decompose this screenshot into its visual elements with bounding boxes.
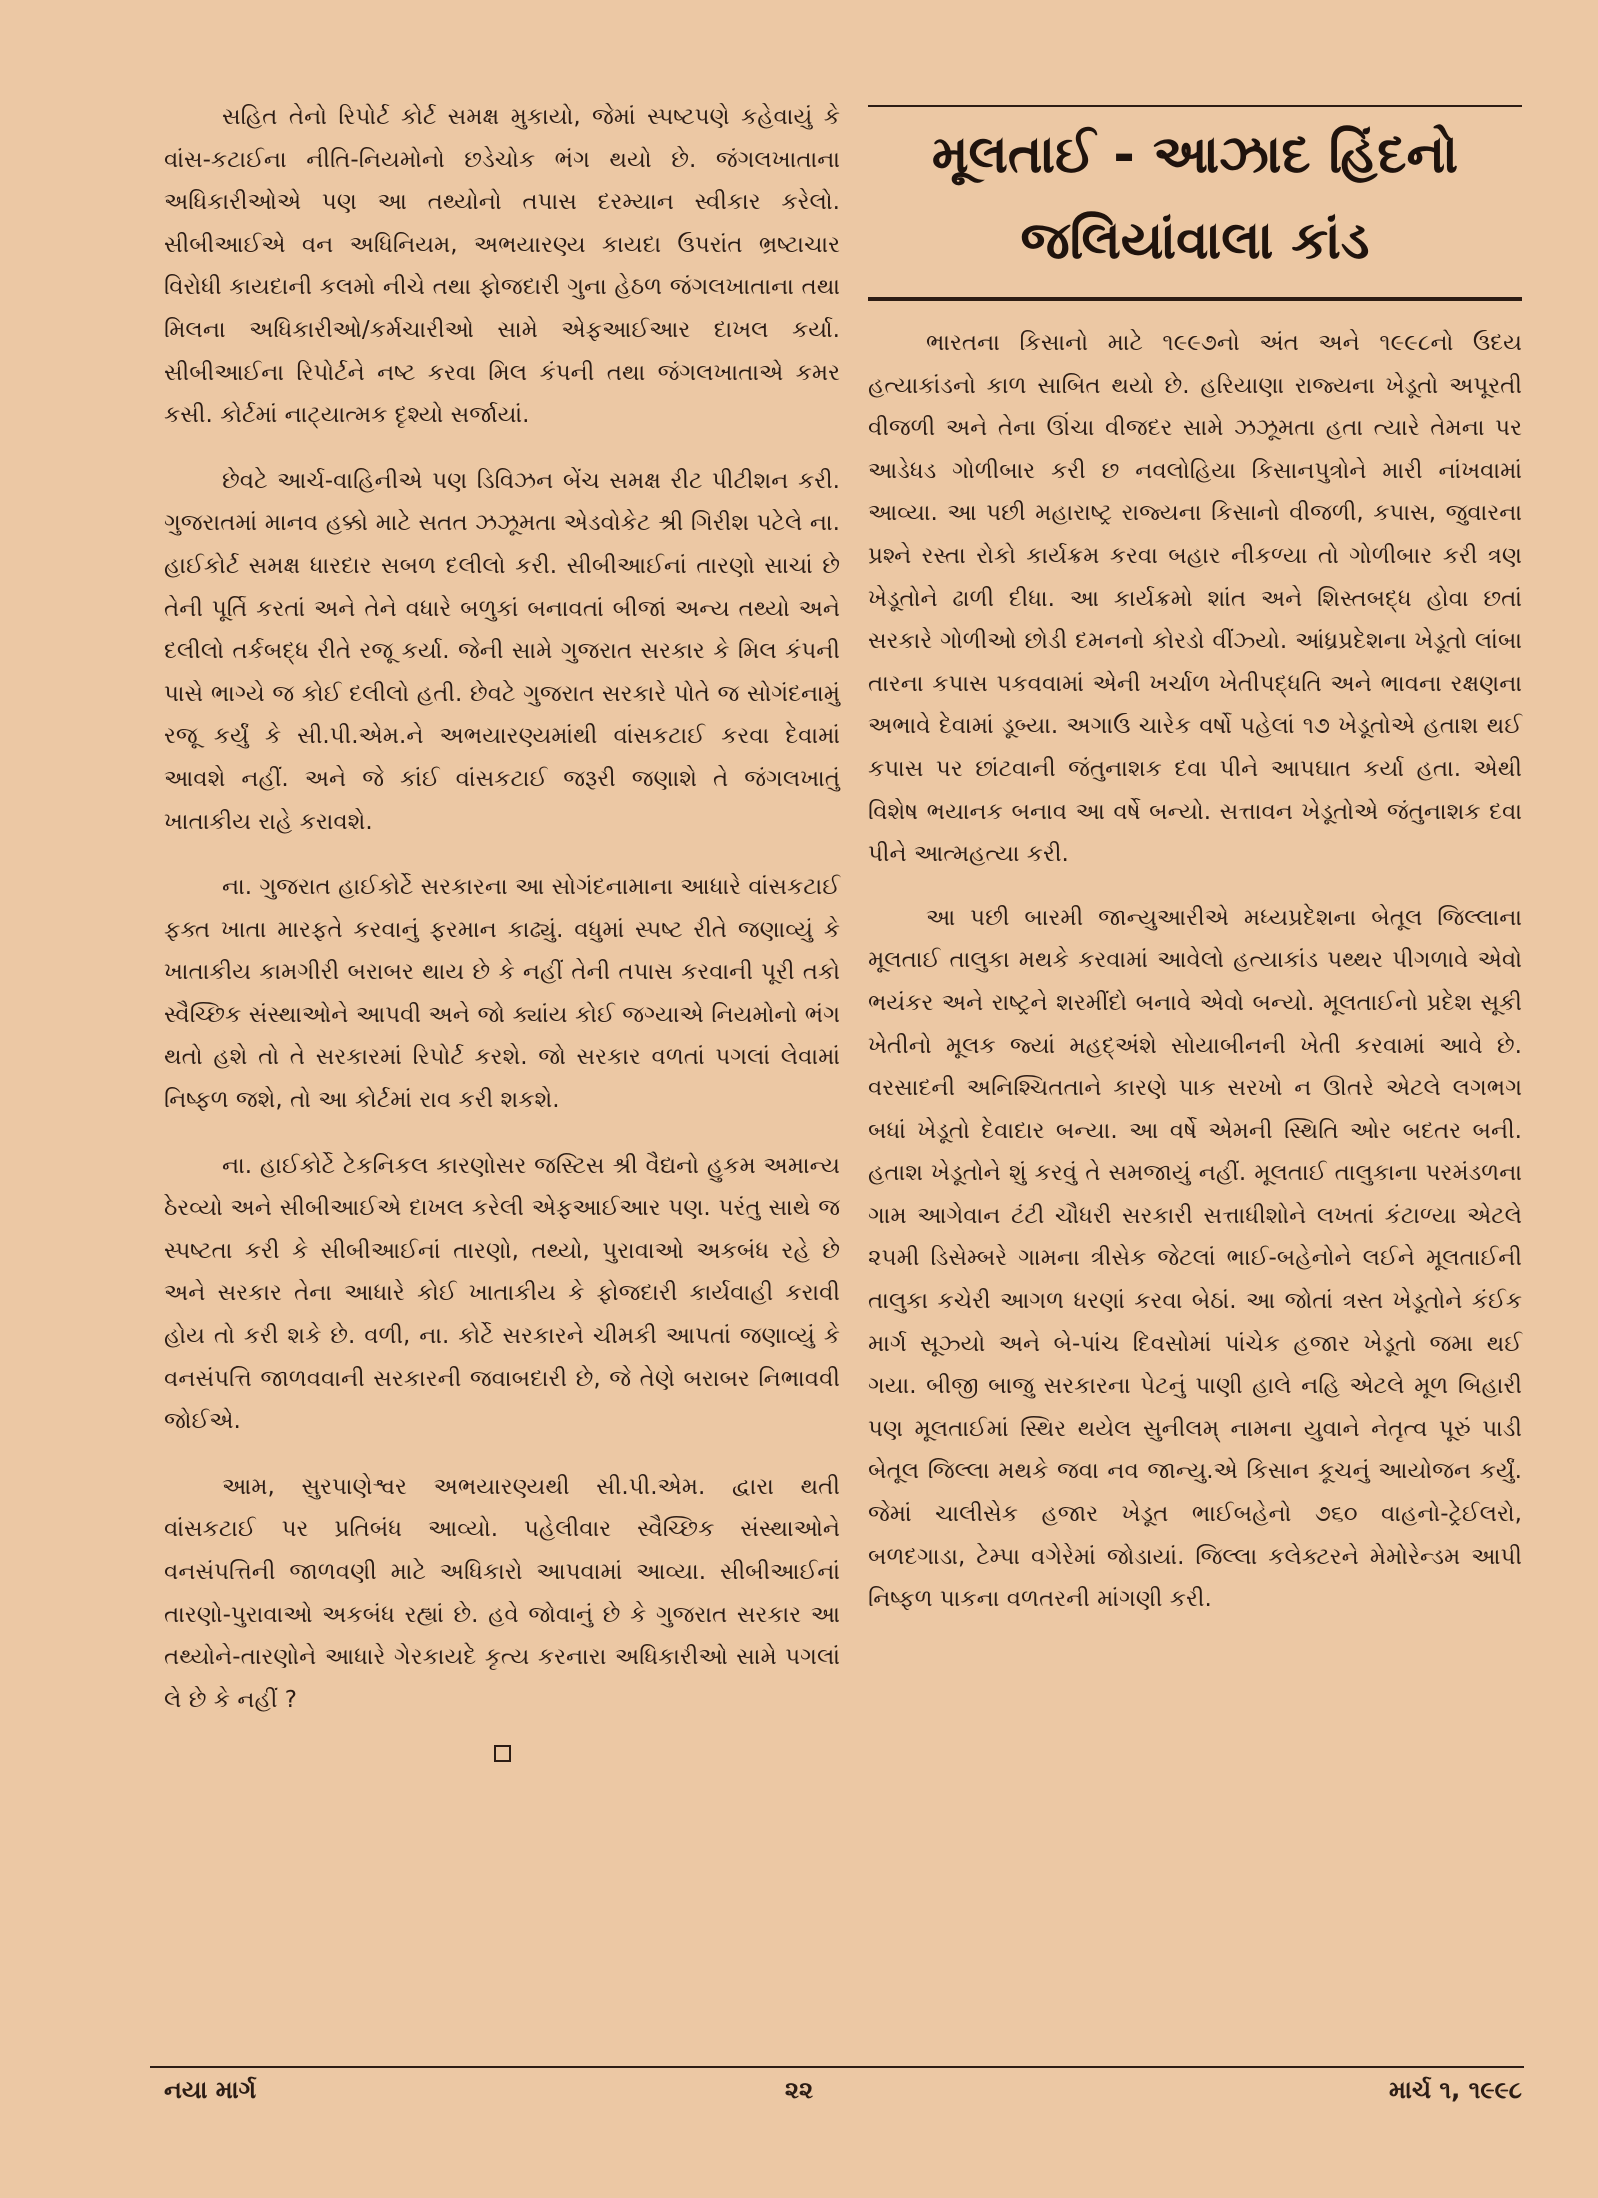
right-column <box>868 322 1522 1621</box>
headline-top-rule <box>868 105 1522 107</box>
footer-rule <box>150 2066 1524 2068</box>
footer-page-number: ૨૨ <box>784 2076 814 2104</box>
left-paragraph: છેવટે આર્ચ-વાહિનીએ પણ ડિવિઝન બેંચ સમક્ષ રીટ પીટીશન કરી. ગુજરાતમાં માનવ હક્કો માટે સતત ઝઝૂમતા એડવોકેટ શ્રી ગિરીશ પટેલે ના. હાઈકોર્ટ સમક્ષ ધારદાર સબળ દલીલો કરી. સીબીઆઈનાં તારણો સાચાં છે તેની પૂર્તિ કરતાં અને તેને વધારે બળુકાં બનાવતાં બીજાં અન્ય તથ્યો અને દલીલો તર્કબદ્ધ રીતે રજૂ કર્યા. જેની સામે ગુજરાત સરકાર કે મિલ કંપની પાસે ભાગ્યે જ કોઈ દલીલો હતી. છેવટે ગુજરાત સરકારે પોતે જ સોગંદનામું રજૂ કર્યું કે સી.પી.એમ.ને અભયારણ્યમાંથી વાંસકટાઈ કરવા દેવામાં આવશે નહીં. અને જે કાંઈ વાંસકટાઈ જરૂરી જણાશે તે જંગલખાતું ખાતાકીય રાહે કરાવશે. <box>164 467 840 835</box>
left-paragraph: આમ, સુરપાણેશ્વર અભયારણ્યથી સી.પી.એમ. દ્વારા થતી વાંસકટાઈ પર પ્રતિબંધ આવ્યો. પહેલીવાર સ્વૈચ્છિક સંસ્થાઓને વનસંપત્તિની જાળવણી માટે અધિકારો આપવામાં આવ્યા. સીબીઆઈનાં તારણો-પુરાવાઓ અકબંધ રહ્યાં છે. હવે જોવાનું છે કે ગુજરાત સરકાર આ તથ્યોને-તારણોને આધારે ગેરકાયદે કૃત્ય કરનારા અધિકારીઓ સામે પગલાં લે છે કે નહીં ? <box>164 1473 840 1713</box>
footer-publication: નયા માર્ગ <box>164 2076 257 2104</box>
headline-line-1: મૂલતાઈ - આઝાદ હિંદનો <box>931 125 1459 185</box>
article-headline <box>868 112 1522 284</box>
end-of-article-mark <box>494 1745 511 1762</box>
left-column <box>164 96 840 1762</box>
article-paragraph: ભારતના કિસાનો માટે ૧૯૯૭નો અંત અને ૧૯૯૮નો ઉદય હત્યાકાંડનો કાળ સાબિત થયો છે. હરિયાણા રાજ્યના ખેડૂતો અપૂરતી વીજળી અને તેના ઊંચા વીજદર સામે ઝઝૂમતા હતા ત્યારે તેમના પર આડેધડ ગોળીબાર કરી છ નવલોહિયા કિસાનપુત્રોને મારી નાંખવામાં આવ્યા. આ પછી મહારાષ્ટ્ર રાજ્યના કિસાનો વીજળી, કપાસ, જુવારના પ્રશ્ને રસ્તા રોકો કાર્યક્રમ કરવા બહાર નીકળ્યા તો ગોળીબાર કરી ત્રણ ખેડૂતોને ઢાળી દીધા. આ કાર્યક્રમો શાંત અને શિસ્તબદ્ધ હોવા છતાં સરકારે ગોળીઓ છોડી દમનનો કોરડો વીંઝ્યો. આંધ્રપ્રદેશના ખેડૂતો લાંબા તારના કપાસ પકવવામાં એની ખર્ચાળ ખેતીપદ્ધતિ અને ભાવના રક્ષણના અભાવે દેવામાં ડૂબ્યા. અગાઉ ચારેક વર્ષો પહેલાં ૧૭ ખેડૂતોએ હતાશ થઈ કપાસ પર છાંટવાની જંતુનાશક દવા પીને આપઘાત કર્યા હતા. એથી વિશેષ ભયાનક બનાવ આ વર્ષે બન્યો. સત્તાવન ખેડૂતોએ જંતુનાશક દવા પીને આત્મહત્યા કરી. <box>868 330 1522 868</box>
left-paragraph: સહિત તેનો રિપોર્ટ કોર્ટ સમક્ષ મુકાયો, જેમાં સ્પષ્ટપણે કહેવાયું કે વાંસ-કટાઈના નીતિ-નિયમોનો છડેચોક ભંગ થયો છે. જંગલખાતાના અધિકારીઓએ પણ આ તથ્યોનો તપાસ દરમ્યાન સ્વીકાર કરેલો. સીબીઆઈએ વન અધિનિયમ, અભયારણ્ય કાયદા ઉપરાંત ભ્રષ્ટાચાર વિરોધી કાયદાની કલમો નીચે તથા ફોજદારી ગુના હેઠળ જંગલખાતાના તથા મિલના અધિકારીઓ/કર્મચારીઓ સામે એફઆઈઆર દાખલ કર્યા. સીબીઆઈના રિપોર્ટને નષ્ટ કરવા મિલ કંપની તથા જંગલખાતાએ કમર કસી. કોર્ટમાં નાટ્યાત્મક દૃશ્યો સર્જાયાં. <box>164 104 840 429</box>
left-paragraph: ના. ગુજરાત હાઈકોર્ટે સરકારના આ સોગંદનામાના આધારે વાંસકટાઈ ફક્ત ખાતા મારફતે કરવાનું ફરમાન કાઢ્યું. વધુમાં સ્પષ્ટ રીતે જણાવ્યું કે ખાતાકીય કામગીરી બરાબર થાય છે કે નહીં તેની તપાસ કરવાની પૂરી તકો સ્વૈચ્છિક સંસ્થાઓને આપવી અને જો ક્યાંય કોઈ જગ્યાએ નિયમોનો ભંગ થતો હશે તો તે સરકારમાં રિપોર્ટ કરશે. જો સરકાર વળતાં પગલાં લેવામાં નિષ્ફળ જશે, તો આ કોર્ટમાં રાવ કરી શકશે. <box>164 874 840 1114</box>
headline-bottom-rule <box>868 297 1522 301</box>
footer-date: માર્ચ ૧, ૧૯૯૮ <box>1389 2076 1522 2104</box>
article-body <box>868 322 1522 1621</box>
left-paragraph: ના. હાઈકોર્ટે ટેકનિકલ કારણોસર જસ્ટિસ શ્રી વૈદ્યનો હુકમ અમાન્ય ઠેરવ્યો અને સીબીઆઈએ દાખલ કરેલી એફઆઈઆર પણ. પરંતુ સાથે જ સ્પષ્ટતા કરી કે સીબીઆઈનાં તારણો, તથ્યો, પુરાવાઓ અકબંધ રહે છે અને સરકાર તેના આધારે કોઈ ખાતાકીય કે ફોજદારી કાર્યવાહી કરાવી હોય તો કરી શકે છે. વળી, ના. કોર્ટે સરકારને ચીમકી આપતાં જણાવ્યું કે વનસંપત્તિ જાળવવાની સરકારની જવાબદારી છે, જે તેણે બરાબર નિભાવવી જોઈએ. <box>164 1152 840 1435</box>
headline-line-2: જલિયાંવાલા કાંડ <box>1020 211 1370 271</box>
article-paragraph: આ પછી બારમી જાન્યુઆરીએ મધ્યપ્રદેશના બેતૂલ જિલ્લાના મૂલતાઈ તાલુકા મથકે કરવામાં આવેલો હત્યાકાંડ પથ્થર પીગળાવે એવો ભયંકર અને રાષ્ટ્રને શરમીંદો બનાવે એવો બન્યો. મૂલતાઈનો પ્રદેશ સૂકી ખેતીનો મૂલક જ્યાં મહદ્અંશે સોયાબીનની ખેતી કરવામાં આવે છે. વરસાદની અનિશ્ચિતતાને કારણે પાક સરખો ન ઊતરે એટલે લગભગ બધાં ખેડૂતો દેવાદાર બન્યા. આ વર્ષે એમની સ્થિતિ ઓર બદતર બની. હતાશ ખેડૂતોને શું કરવું તે સમજાયું નહીં. મૂલતાઈ તાલુકાના પરમંડળના ગામ આગેવાન ટંટી ચૌધરી સરકારી સત્તાધીશોને લખતાં કંટાળ્યા એટલે ૨૫મી ડિસેમ્બરે ગામના ત્રીસેક જેટલાં ભાઈ-બહેનોને લઈને મૂલતાઈની તાલુકા કચેરી આગળ ધરણાં કરવા બેઠાં. આ જોતાં ત્રસ્ત ખેડૂતોને કંઈક માર્ગ સૂઝ્યો અને બે-પાંચ દિવસોમાં પાંચેક હજાર ખેડૂતો જમા થઈ ગયા. બીજી બાજુ સરકારના પેટનું પાણી હાલે નહિ એટલે મૂળ બિહારી પણ મૂલતાઈમાં સ્થિર થયેલ સુનીલમ્ નામના યુવાને નેતૃત્વ પૂરું પાડી બેતૂલ જિલ્લા મથકે જવા નવ જાન્યુ.એ કિસાન કૂચનું આયોજન કર્યું. જેમાં ચાલીસેક હજાર ખેડૂત ભાઈબહેનો ૭૬૦ વાહનો-ટ્રેઈલરો, બળદગાડા, ટેમ્પા વગેરેમાં જોડાયાં. જિલ્લા કલેક્ટરને મેમોરેન્ડમ આપી નિષ્ફળ પાકના વળતરની માંગણી કરી. <box>868 904 1522 1613</box>
